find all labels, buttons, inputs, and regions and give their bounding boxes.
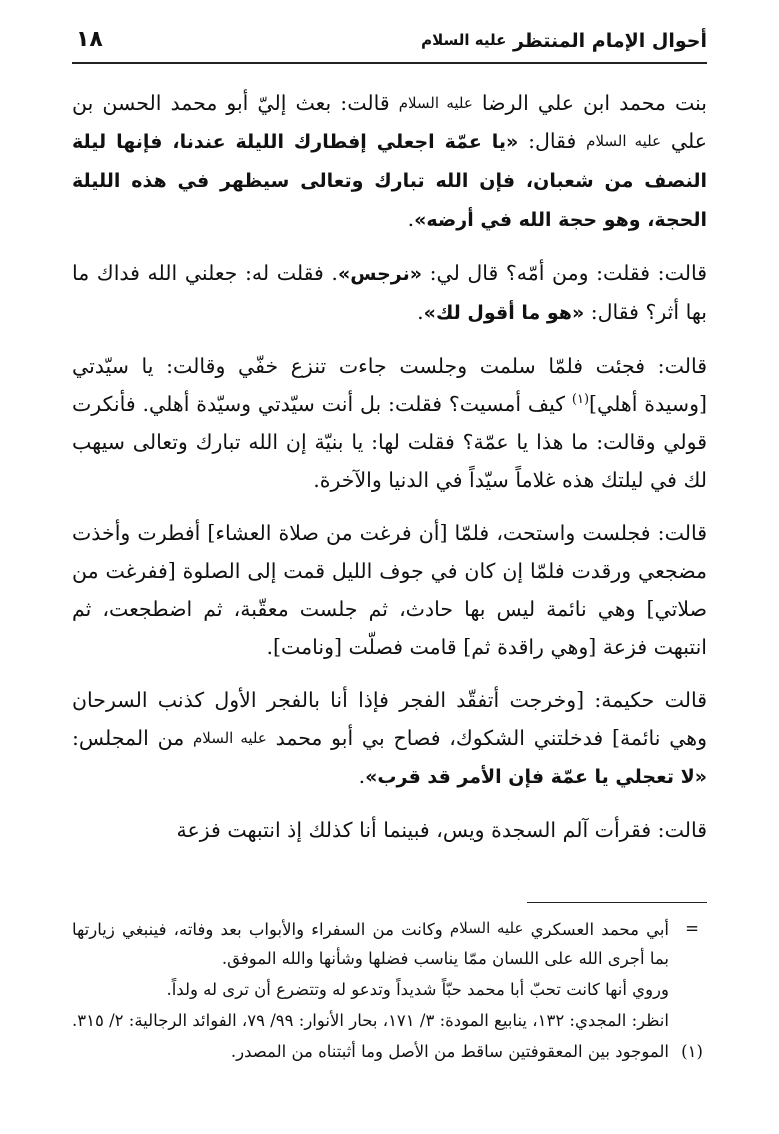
quoted-speech: «هو ما أقول لك» <box>423 302 585 324</box>
text-run: قالت: فجلست واستحت، فلمّا [أن فرغت من صلاة العشاء] أفطرت وأخذت مضجعي ورقدت فلمّا إن كان في جوف الليل قمت إلى الصلوة [ففرغت من صلاتي] وهي نائمة ليس بها حادث، ثم جلست معقّبة، ثم اضطجعت، ثم انتبهت فزعة [وهي راقدة ثم] قامت فصلّت [ونامت]. <box>72 521 707 659</box>
honorific-symbol: عليه السلام <box>192 729 267 747</box>
honorific-symbol: عليه السلام <box>449 919 524 937</box>
text-run: كيف أمسيت؟ فقلت: بل أنت سيّدتي وسيّدة أهلي. فأنكرت قولي وقالت: ما هذا يا عمّة؟ فقلت لها: يا بنيّة إن الله تبارك وتعالى سيهب لك في ليلتك هذه غلاماً سيّداً في الدنيا والآخرة. <box>72 392 707 492</box>
paragraph <box>72 811 707 849</box>
text-run: فقال: <box>518 129 587 153</box>
text-run: الموجود بين المعقوفتين ساقط من الأصل وما أثبتناه من المصدر. <box>230 1042 669 1061</box>
text-run: . <box>417 300 424 324</box>
honorific-symbol: عليه السلام <box>586 132 662 150</box>
quoted-speech: «لا تعجلي يا عمّة فإن الأمر قد قرب» <box>365 766 707 788</box>
text-run: قالت: بعث إليّ أبو محمد الحسن بن علي <box>72 91 708 153</box>
footnotes <box>72 914 707 1068</box>
paragraph <box>72 84 707 239</box>
footnote-reference: (١) <box>571 392 590 408</box>
text-run: انظر: المجدي: ١٣٢، ينابيع المودة: ٣/ ١٧١، بحار الأنوار: ٩٩/ ٧٩، الفوائد الرجالية: ٢/ ٣١٥. <box>71 1011 669 1030</box>
footnote <box>72 975 707 1004</box>
text-run: . <box>358 764 366 788</box>
footnote-marker: = <box>685 919 699 938</box>
quoted-speech: «نرجس» <box>337 263 422 285</box>
footnote-divider <box>527 902 707 903</box>
honorific-symbol: عليه السلام <box>398 94 473 112</box>
footnote-marker: (١) <box>681 1042 703 1061</box>
text-run: وروي أنها كانت تحبّ أبا محمد حبّاً شديداً وتدعو له وتتضرع أن ترى له ولداً. <box>166 980 669 999</box>
footnote <box>72 1037 707 1066</box>
text-run: قالت: فجئت فلمّا سلمت وجلست جاءت تنزع خفّي وقالت: يا سيّدتي [وسيدة أهلي] <box>72 354 707 416</box>
text-run: . <box>407 207 415 231</box>
text-run: بنت محمد ابن علي الرضا <box>472 91 707 115</box>
text-run: أبي محمد العسكري <box>523 920 670 939</box>
paragraph <box>72 681 707 796</box>
text-run: قالت: فقرأت آلم السجدة ويس، فبينما أنا كذلك إذ انتبهت فزعة <box>176 818 707 842</box>
text-run: قالت حكيمة: [وخرجت أتفقّد الفجر فإذا أنا بالفجر الأول كذنب السرحان وهي نائمة] فدخلتني الشكوك، فصاح بي أبو محمد <box>72 688 707 750</box>
paragraph <box>72 514 707 666</box>
text-run: من المجلس: <box>72 726 193 750</box>
text-run: وكانت من السفراء والأبواب بعد وفاته، فينبغي زيارتها بما أجرى الله على اللسان ممّا يناسب فضلها وشأنها والله الموفق. <box>72 920 669 968</box>
paragraph <box>72 347 707 499</box>
quoted-speech: «يا عمّة اجعلي إفطارك الليلة عندنا، فإنها ليلة النصف من شعبان، فإن الله تبارك وتعالى سيظهر في هذه الليلة الحجة، وهو حجة الله في أرضه» <box>72 131 707 231</box>
main-text <box>72 84 707 864</box>
page-number: ١٨ <box>76 27 103 52</box>
text-run: . فقلت له: جعلني الله فداك ما بها أثر؟ فقال: <box>72 261 707 324</box>
paragraph <box>72 254 707 332</box>
running-header <box>72 26 707 64</box>
honorific-symbol: عليه السلام <box>421 31 507 49</box>
running-title-text: أحوال الإمام المنتظر <box>512 30 707 52</box>
running-title <box>421 30 707 52</box>
footnote <box>72 914 707 973</box>
footnote <box>72 1006 707 1035</box>
text-run: قالت: فقلت: ومن أمّه؟ قال لي: <box>422 261 707 285</box>
